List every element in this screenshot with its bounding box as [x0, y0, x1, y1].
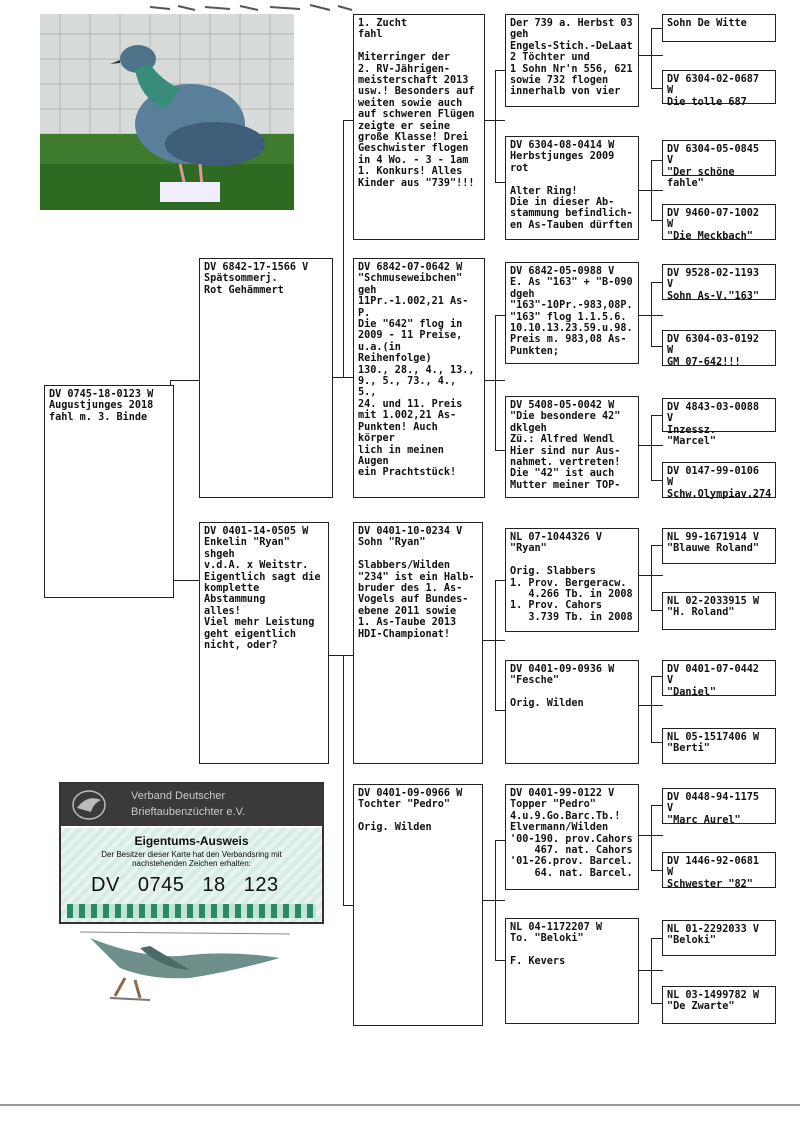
pedigree-line: DV 0401-10-0234 V	[358, 526, 463, 537]
pedigree-line: NL 05-1517406 W	[667, 732, 760, 743]
pedigree-line	[510, 945, 634, 956]
pedigree-g3-h	[505, 918, 639, 1024]
pedigree-line: DV 6842-07-0642 W	[358, 262, 463, 273]
connector	[495, 580, 505, 581]
pedigree-g4-13	[662, 788, 776, 824]
pedigree-line: Slabbers/Wilden	[358, 560, 451, 572]
pedigree-line: NL 03-1499782 W	[667, 990, 760, 1001]
pedigree-line: geh	[510, 29, 529, 41]
connector	[651, 545, 652, 610]
pedigree-line: 4.u.9.Go.Barc.Tb.!	[510, 810, 621, 822]
pedigree-line: ebene 2011 sowie	[358, 605, 457, 617]
pedigree-line: DV 0401-07-0442 V	[667, 664, 766, 687]
scan-header-fragment	[0, 0, 800, 12]
pedigree-line: Die in dieser Ab-	[510, 197, 615, 209]
pedigree-line: "Marc Aurel"	[667, 814, 741, 826]
pedigree-g3-b	[505, 136, 639, 240]
pedigree-line: "Der schöne fahle"	[667, 166, 741, 190]
pedigree-line: Spätsommerj.	[204, 273, 278, 285]
pedigree-line: 1. Zucht	[358, 18, 408, 29]
pedigree-line: geh	[358, 284, 377, 296]
pedigree-line: geht eigentlich	[204, 628, 297, 640]
card-org-line1: Verband Deutscher	[131, 790, 226, 802]
pedigree-g4-6	[662, 330, 776, 366]
pedigree-line: "Die Meckbach"	[667, 230, 753, 242]
card-title: Eigentums-Ausweis	[134, 834, 249, 848]
pedigree-line: 10.10.13.23.59.u.98.	[510, 323, 633, 335]
ring-number-main: 0745	[137, 874, 185, 896]
pedigree-g4-11	[662, 660, 776, 696]
pedigree-dam	[199, 522, 329, 764]
pedigree-sire-dam	[353, 258, 485, 498]
connector	[343, 120, 353, 121]
connector	[343, 120, 344, 377]
pedigree-g4-2	[662, 70, 776, 108]
pedigree-g4-1	[662, 14, 776, 42]
pedigree-line: To. "Beloki"	[510, 933, 584, 945]
pedigree-line: "Schmuseweibchen"	[358, 273, 463, 285]
pedigree-line	[510, 174, 634, 185]
connector	[495, 580, 496, 710]
ring-number	[91, 874, 312, 897]
connector	[651, 160, 652, 220]
connector	[651, 415, 652, 480]
pedigree-line: 1. As-Taube 2013	[358, 617, 457, 629]
pedigree-line: Kinder aus "739"!!!	[358, 177, 475, 189]
pedigree-line: Punkten! Auch körper	[358, 421, 444, 445]
pedigree-line: DV 9528-02-1193 V	[667, 268, 766, 291]
pedigree-line: '01-26.prov. Barcel.	[510, 856, 633, 868]
pedigree-line: Schwester "82"	[667, 878, 753, 890]
pedigree-line: auf schweren Flügen	[358, 109, 475, 121]
connector	[651, 938, 652, 1003]
ring-year: 18	[202, 874, 226, 896]
pedigree-g4-8	[662, 462, 776, 498]
ring-prefix: DV	[91, 874, 120, 896]
pedigree-line: NL 02-2033915 W	[667, 596, 760, 607]
connector	[483, 900, 505, 901]
pedigree-line: DV 6304-08-0414 W	[510, 140, 615, 151]
pedigree-line: Zü.: Alfred Wendl	[510, 434, 615, 446]
pedigree-line: en As-Tauben dürften	[510, 219, 633, 231]
ownership-card	[59, 782, 324, 924]
pedigree-g4-12	[662, 728, 776, 764]
pedigree-line	[358, 811, 478, 822]
pedigree-line: Rot Gehämmert	[204, 284, 284, 296]
connector	[343, 905, 353, 906]
scan-edge-line	[0, 1104, 800, 1106]
pedigree-line: Eigentlich sagt die	[204, 571, 321, 583]
pedigree-line	[358, 41, 480, 52]
pedigree-g3-e	[505, 528, 639, 632]
connector	[170, 380, 200, 381]
connector	[333, 377, 353, 378]
pedigree-line: dgeh	[510, 288, 535, 300]
pedigree-line: dklgeh	[510, 422, 547, 434]
pedigree-line: Geschwister flogen	[358, 143, 469, 155]
pedigree-line: Mutter meiner TOP-	[510, 479, 621, 491]
pedigree-line: meisterschaft 2013	[358, 75, 469, 87]
pedigree-line: Die "42" ist auch	[510, 468, 615, 480]
pedigree-line: 9., 5., 73., 4., 5.,	[358, 376, 463, 399]
pedigree-line: usw.! Besonders auf	[358, 86, 475, 98]
card-header	[61, 784, 322, 826]
pedigree-line: Sohn As-V."163"	[667, 290, 760, 302]
pedigree-line: DV 1446-92-0681 W	[667, 856, 766, 879]
pedigree-line: 130., 28., 4., 13.,	[358, 364, 475, 376]
pedigree-line: Viel mehr Leistung	[204, 617, 315, 629]
pedigree-g3-a	[505, 14, 639, 107]
pedigree-g4-5	[662, 264, 776, 300]
pedigree-line: nahmet. vertreten!	[510, 457, 621, 469]
card-org-line2: Brieftaubenzüchter e.V.	[131, 806, 245, 818]
pedigree-line	[510, 687, 634, 698]
pedigree-line: DV 0401-09-0966 W	[358, 788, 463, 799]
connector	[495, 960, 505, 961]
pedigree-line: NL 07-1044326 V	[510, 532, 603, 543]
pedigree-line: Punkten;	[510, 345, 560, 357]
pedigree-line: Preis m. 983,08 As-	[510, 334, 627, 346]
connector	[495, 450, 505, 451]
pedigree-line: Engels-Stich.-DeLaat	[510, 40, 633, 52]
pedigree-line: Miterringer der	[358, 52, 451, 64]
pedigree-line: DV 6304-03-0192 W	[667, 334, 766, 357]
connector	[329, 655, 353, 656]
pedigree-line: DV 6842-17-1566 V	[204, 262, 309, 273]
pedigree-line: 2 Töchter und	[510, 52, 590, 64]
pedigree-line: alles!	[204, 605, 241, 617]
pedigree-line: sowie 732 flogen	[510, 75, 609, 87]
pedigree-line: "Berti"	[667, 743, 710, 755]
pedigree-line: fahl	[358, 29, 383, 41]
connector	[495, 70, 505, 71]
pedigree-line: "Blauwe Roland"	[667, 543, 760, 555]
connector	[495, 70, 496, 182]
connector	[483, 640, 505, 641]
pedigree-line: 24. und 11. Preis	[358, 398, 463, 410]
connector	[495, 315, 496, 450]
pedigree-line: 1 Sohn Nr'n 556, 621	[510, 63, 633, 75]
pedigree-line: DV 9460-07-1002 W	[667, 208, 766, 231]
pedigree-line: komplette Abstammung	[204, 583, 266, 606]
connector	[495, 182, 505, 183]
pedigree-line: Inzessz. "Marcel"	[667, 424, 723, 448]
pedigree-line: DV 4843-03-0088 V	[667, 402, 766, 425]
pedigree-line: rot	[510, 162, 529, 174]
pedigree-line: "H. Roland"	[667, 607, 735, 619]
pedigree-line: Orig. Slabbers	[510, 566, 596, 578]
card-subtitle: Der Besitzer dieser Karte hat den Verbandsring mit nachstehenden Zeichen erhalten:	[101, 850, 282, 868]
pedigree-line: Schw.Olympiav.274	[667, 488, 772, 500]
connector	[651, 282, 652, 346]
pedigree-line: Alter Ring!	[510, 185, 578, 197]
pedigree-sire-sire	[353, 14, 485, 240]
pedigree-line: 1. Konkurs! Alles	[358, 166, 463, 178]
pedigree-line: 11Pr.-1.002,21 As-P.	[358, 296, 469, 319]
pedigree-line: u.a.(in Reihenfolge)	[358, 341, 432, 365]
pedigree-line: DV 0147-99-0106 W	[667, 466, 766, 489]
pedigree-line: F. Kevers	[510, 956, 566, 968]
pedigree-line: Hier sind nur Aus-	[510, 445, 621, 457]
pedigree-line: "Die besondere 42"	[510, 411, 621, 423]
pedigree-line: DV 5408-05-0042 W	[510, 400, 615, 411]
connector	[495, 840, 496, 960]
connector	[343, 655, 344, 905]
pedigree-line: DV 6304-02-0687 W	[667, 74, 766, 97]
pedigree-g4-10	[662, 592, 776, 630]
pedigree-line: 2. RV-Jährigen-	[358, 63, 451, 75]
pedigree-line: 1. Prov. Cahors	[510, 600, 603, 612]
pedigree-line: fahl m. 3. Binde	[49, 411, 148, 423]
pedigree-line: nicht, oder?	[204, 640, 278, 652]
connector	[495, 840, 505, 841]
pedigree-line: Vogels auf Bundes-	[358, 594, 469, 606]
pedigree-g3-d	[505, 396, 639, 498]
pedigree-line: 3.739 Tb. in 2008	[510, 611, 633, 623]
pedigree-line: Orig. Wilden	[510, 698, 584, 710]
connector	[651, 28, 652, 88]
pedigree-g3-c	[505, 262, 639, 364]
pedigree-line: shgeh	[204, 548, 235, 560]
pedigree-line: NL 99-1671914 V	[667, 532, 760, 543]
pedigree-line: Augustjunges 2018	[49, 400, 154, 412]
pedigree-line: "Beloki"	[667, 935, 717, 947]
pedigree-line: Tochter "Pedro"	[358, 799, 451, 811]
pedigree-line: DV 0401-09-0936 W	[510, 664, 615, 675]
pedigree-line: NL 04-1172207 W	[510, 922, 603, 933]
pedigree-g4-14	[662, 852, 776, 888]
pedigree-line: DV 0401-99-0122 V	[510, 788, 615, 799]
pedigree-line: mit 1.002,21 As-	[358, 410, 457, 422]
pedigree-line: HDI-Championat!	[358, 628, 451, 640]
connector	[170, 580, 200, 581]
pedigree-g4-16	[662, 986, 776, 1024]
pedigree-line: Die "642" flog in	[358, 319, 463, 331]
pedigree-g4-15	[662, 920, 776, 956]
pedigree-line: "163" flog 1.1.5.6.	[510, 311, 627, 323]
pedigree-line: "234" ist ein Halb-	[358, 571, 475, 583]
pigeon-logo-icon	[69, 788, 109, 822]
pedigree-g4-9	[662, 528, 776, 564]
pedigree-dam-dam	[353, 784, 483, 1026]
pedigree-line: DV 6842-05-0988 V	[510, 266, 615, 277]
pedigree-line: innerhalb von vier	[510, 86, 621, 98]
pedigree-line: große Klasse! Drei	[358, 132, 469, 144]
pedigree-g3-g	[505, 784, 639, 890]
pedigree-line: Topper "Pedro"	[510, 799, 596, 811]
card-body	[61, 828, 322, 922]
pigeon-photo	[40, 14, 294, 210]
pedigree-line: "De Zwarte"	[667, 1001, 735, 1013]
pedigree-line: v.d.A. x Weitstr.	[204, 560, 309, 572]
pedigree-line: "Ryan"	[510, 543, 547, 555]
pedigree-line: GM 07-642!!!	[667, 356, 741, 368]
pedigree-line: stammung befindlich-	[510, 208, 633, 220]
card-stripe	[67, 904, 316, 918]
pedigree-g4-7	[662, 398, 776, 448]
pedigree-line: Herbstjunges 2009	[510, 151, 615, 163]
pedigree-line: 4.266 Tb. in 2008	[510, 589, 633, 601]
pedigree-line: 467. nat. Cahors	[510, 845, 633, 857]
pedigree-line	[510, 555, 634, 566]
pedigree-line: "163"-10Pr.-983,08P.	[510, 300, 633, 312]
pedigree-subject	[44, 385, 174, 598]
pedigree-line: "Daniel"	[667, 686, 717, 698]
pedigree-line: Elvermann/Wilden	[510, 822, 609, 834]
pedigree-line: weiten sowie auch	[358, 97, 463, 109]
connector	[651, 676, 652, 742]
pedigree-line: Orig. Wilden	[358, 822, 432, 834]
pedigree-line: DV 0401-14-0505 W	[204, 526, 309, 537]
pedigree-line: E. As "163" + "B-090	[510, 277, 633, 289]
pedigree-line: Sohn De Witte	[667, 18, 747, 29]
pedigree-g4-3	[662, 140, 776, 190]
pedigree-line: '00-190. prov.Cahors	[510, 833, 633, 845]
pedigree-line: NL 01-2292033 V	[667, 924, 760, 935]
pedigree-sire	[199, 258, 333, 498]
pedigree-line: DV 0745-18-0123 W	[49, 389, 154, 400]
connector	[495, 710, 505, 711]
ring-serial: 123	[243, 874, 279, 896]
pigeon-lower-photo	[80, 928, 290, 1008]
pedigree-line: 1. Prov. Bergeracw.	[510, 577, 627, 589]
pedigree-line: "Fesche"	[510, 675, 560, 687]
pedigree-line: 64. nat. Barcel.	[510, 867, 633, 879]
pedigree-line	[358, 549, 478, 560]
pedigree-line: in 4 Wo. - 3 - 1am	[358, 154, 469, 166]
connector	[495, 315, 505, 316]
pedigree-line: Enkelin "Ryan"	[204, 537, 290, 549]
pedigree-line: zeigte er seine	[358, 120, 451, 132]
pedigree-line: Die tolle 687	[667, 96, 747, 108]
pedigree-line: 2009 - 11 Preise,	[358, 330, 463, 342]
pedigree-line: lich in meinen Augen	[358, 444, 451, 467]
pedigree-line: bruder des 1. As-	[358, 583, 463, 595]
pedigree-g3-f	[505, 660, 639, 764]
pedigree-line: DV 6304-05-0845 V	[667, 144, 766, 167]
pedigree-line: DV 0448-94-1175 V	[667, 792, 766, 815]
pedigree-line: ein Prachtstück!	[358, 467, 457, 479]
pedigree-dam-sire	[353, 522, 483, 764]
pedigree-line: Sohn "Ryan"	[358, 537, 426, 549]
pedigree-line: Der 739 a. Herbst 03	[510, 18, 633, 29]
connector	[651, 805, 652, 870]
pedigree-g4-4	[662, 204, 776, 240]
